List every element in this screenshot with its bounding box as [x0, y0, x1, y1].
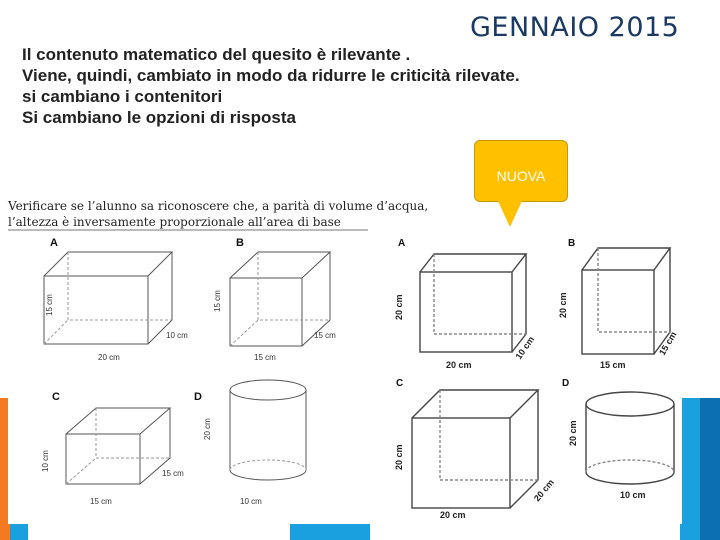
cylinder-d	[230, 380, 306, 480]
dimension-label: 15 cm	[254, 353, 276, 362]
dimension-label: 20 cm	[394, 444, 404, 470]
box-c	[66, 408, 170, 484]
new-callout: NUOVA	[474, 140, 568, 202]
dimension-label: 10 cm	[41, 450, 50, 472]
question-line: Verificare se l’alunno sa riconoscere che, a parità di volume d’acqua,	[8, 199, 429, 213]
old-question-figures	[8, 228, 404, 524]
dimension-label: 15 cm	[162, 469, 184, 478]
dimension-label: 15 cm	[90, 497, 112, 506]
option-letter: D	[562, 378, 570, 389]
body-line: si cambiano i contenitori	[22, 87, 223, 106]
dimension-label: 15 cm	[600, 360, 626, 370]
dimension-label: 15 cm	[657, 329, 679, 357]
dimension-label: 10 cm	[240, 497, 262, 506]
body-line: Viene, quindi, cambiato in modo da ridurre le criticità rilevate.	[22, 66, 520, 85]
option-letter: A	[50, 237, 58, 249]
callout-pointer	[498, 201, 522, 227]
dimension-label: 20 cm	[98, 353, 120, 362]
dimension-label: 20 cm	[440, 510, 466, 520]
question-line: l’altezza è inversamente proporzionale all’area di base	[8, 215, 341, 229]
option-letter: A	[398, 238, 406, 249]
box-c	[412, 390, 538, 508]
dimension-label: 20 cm	[203, 418, 212, 440]
body-line: Il contenuto matematico del quesito è rilevante .	[22, 45, 411, 64]
option-letter: C	[396, 378, 404, 389]
dimension-label: 20 cm	[568, 420, 578, 446]
dimension-label: 20 cm	[394, 294, 404, 320]
dimension-label: 10 cm	[513, 334, 537, 362]
box-a	[420, 254, 526, 352]
dimension-label: 10 cm	[166, 331, 188, 340]
dimension-label: 20 cm	[446, 360, 472, 370]
slide-body	[22, 44, 642, 128]
slide-title: GENNAIO 2015	[470, 12, 680, 43]
option-letter: B	[568, 238, 576, 249]
dimension-label: 10 cm	[620, 490, 646, 500]
option-letter: C	[52, 391, 60, 403]
dimension-label: 15 cm	[213, 290, 222, 312]
dimension-label: 20 cm	[531, 477, 556, 504]
box-a	[44, 252, 172, 344]
cylinder-d	[586, 392, 674, 484]
option-letter: D	[194, 391, 202, 403]
dimension-label: 15 cm	[314, 331, 336, 340]
option-letter: B	[236, 237, 244, 249]
new-question-figures	[368, 228, 682, 524]
old-question-text	[8, 198, 429, 230]
theme-decoration-right-accent	[700, 398, 720, 540]
dimension-label: 15 cm	[45, 294, 54, 316]
dimension-label: 20 cm	[558, 292, 568, 318]
body-line: Si cambiano le opzioni di risposta	[22, 108, 296, 127]
box-b	[582, 248, 670, 354]
